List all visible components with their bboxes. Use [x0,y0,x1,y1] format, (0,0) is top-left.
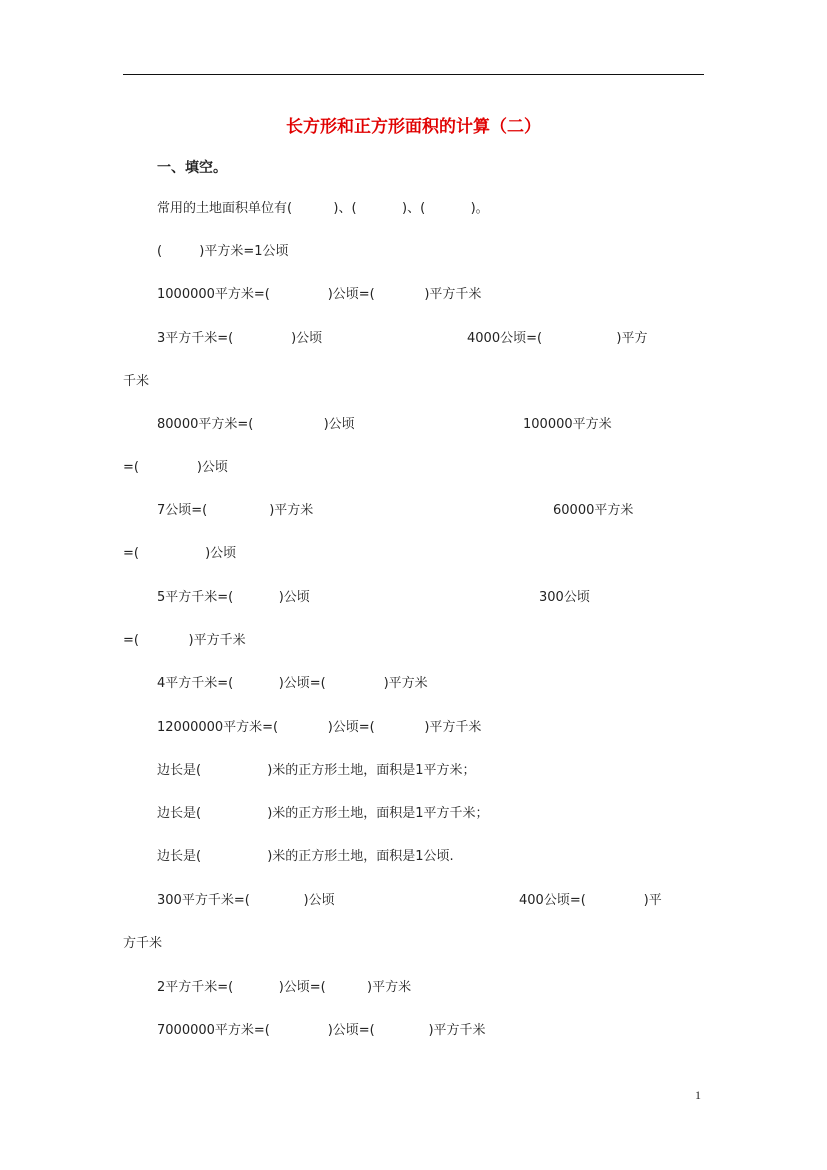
question-line-wrap: =( )公顷 [123,460,228,475]
question-line: 1000000平方米=( )公顷=( )平方千米 [157,287,482,302]
question-line: 边长是( )米的正方形土地，面积是1平方千米； [157,806,489,821]
question-line: 300公顷 [539,590,590,605]
section-heading: 一、填空。 [157,160,227,176]
question-line: 400公顷=( )平 [519,893,662,908]
question-line: 5平方千米=( )公顷 [157,590,310,605]
question-line: 边长是( )米的正方形土地，面积是1公顷. [157,849,454,864]
page-number: 1 [695,1088,701,1102]
header-rule [123,74,704,75]
page-title: 长方形和正方形面积的计算（二） [286,117,541,137]
question-line: 4000公顷=( )平方 [467,331,648,346]
question-line-wrap: 方千米 [123,936,163,951]
question-line: 常用的土地面积单位有( )、( )、( )。 [157,201,489,216]
question-line: 2平方千米=( )公顷=( )平方米 [157,980,412,995]
question-line: 100000平方米 [523,417,612,432]
question-line: 边长是( )米的正方形土地，面积是1平方米； [157,763,476,778]
question-line: 80000平方米=( )公顷 [157,417,355,432]
question-line: 12000000平方米=( )公顷=( )平方千米 [157,720,482,735]
question-line-wrap: =( )公顷 [123,546,237,561]
question-line: 300平方千米=( )公顷 [157,893,335,908]
question-line: 60000平方米 [553,503,634,518]
question-line: ( )平方米=1公顷 [157,244,289,259]
question-line: 3平方千米=( )公顷 [157,331,323,346]
question-line: 7公顷=( )平方米 [157,503,314,518]
question-line: 4平方千米=( )公顷=( )平方米 [157,676,428,691]
question-line-wrap: 千米 [123,374,150,389]
question-line: 7000000平方米=( )公顷=( )平方千米 [157,1023,486,1038]
question-line-wrap: =( )平方千米 [123,633,246,648]
